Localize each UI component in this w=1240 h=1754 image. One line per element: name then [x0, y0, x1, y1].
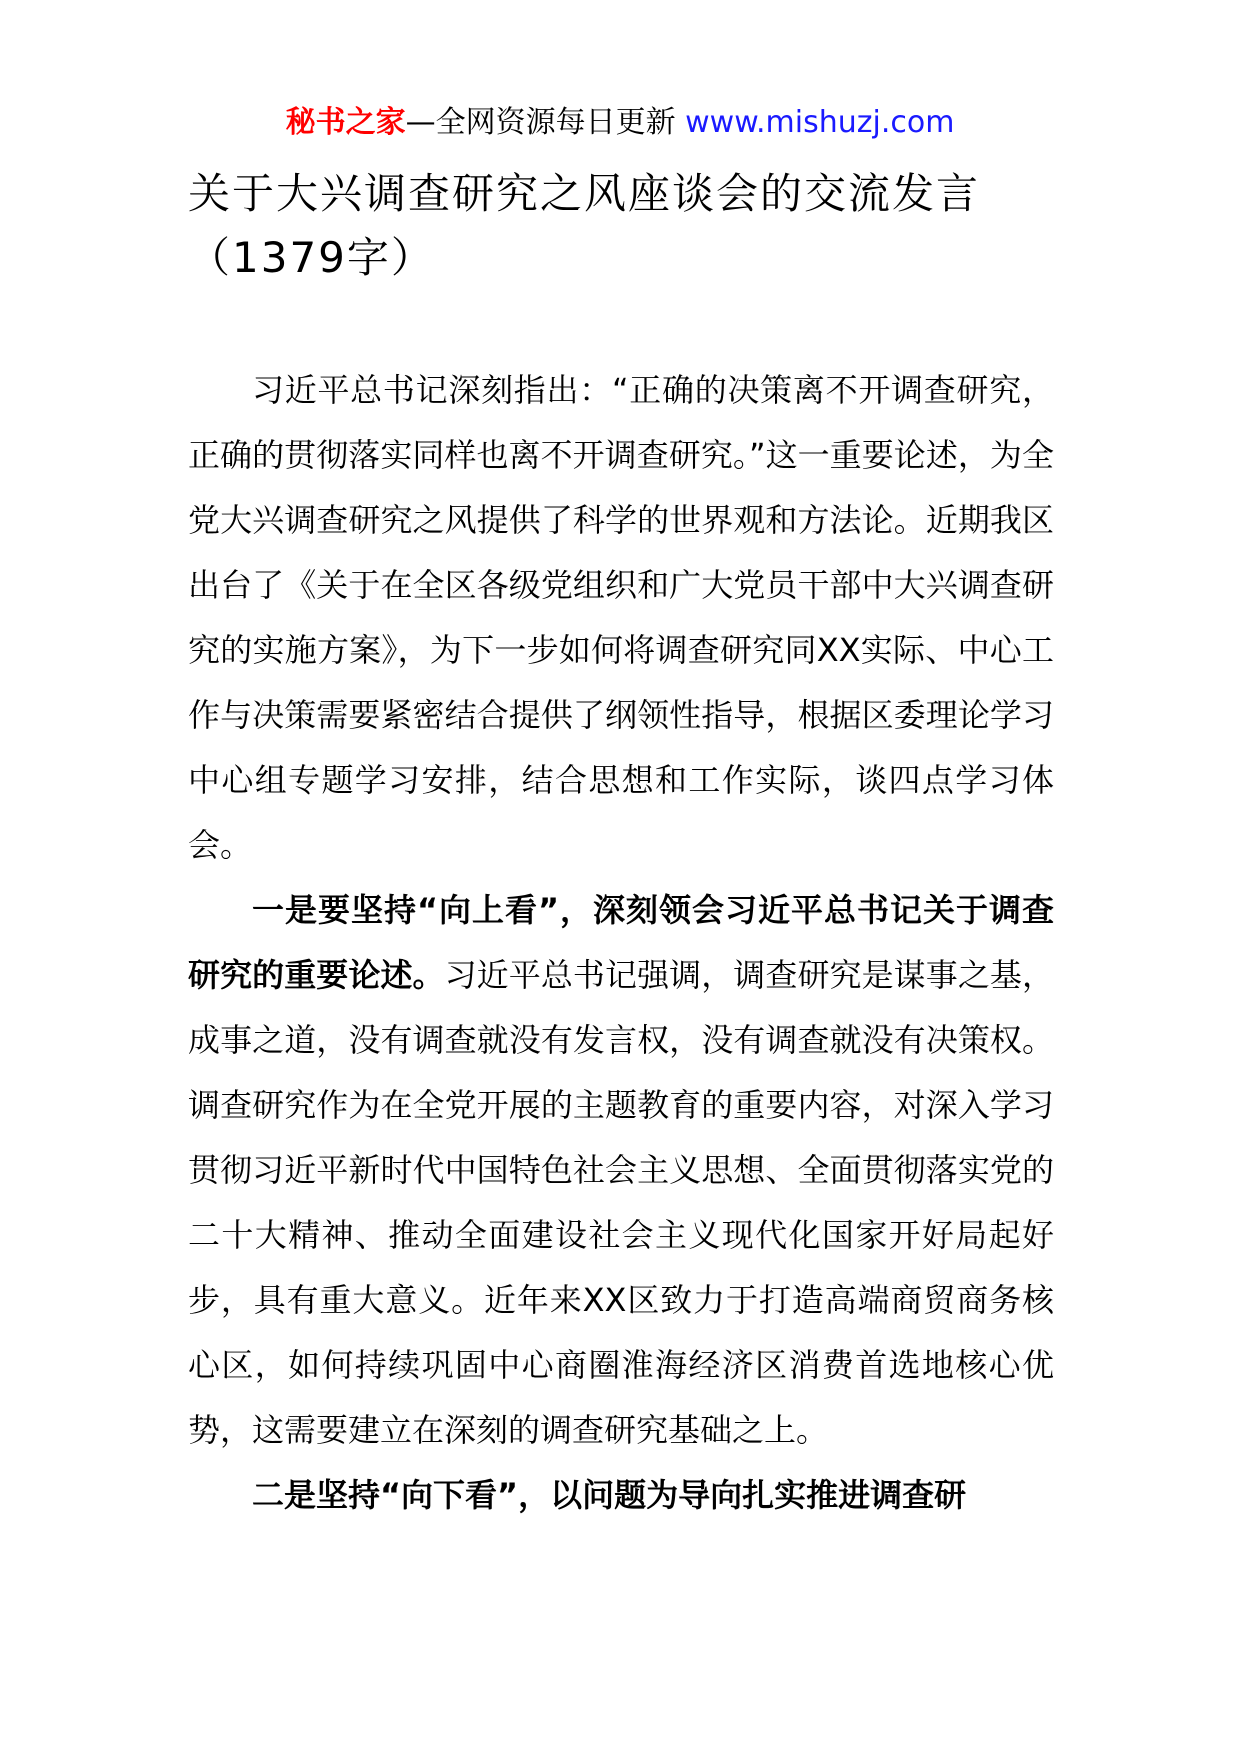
paragraph-point-two — [188, 1463, 1054, 1528]
paragraph-lead: 一是要坚持“向上看”，深刻领会习近平总书记关于调查研究的重要论述。 — [188, 891, 1054, 994]
paragraph-intro — [188, 358, 1054, 878]
paragraph-text: 习近平总书记深刻指出：“正确的决策离不开调查研究，正确的贯彻落实同样也离不开调查研究。”这一重要论述，为全党大兴调查研究之风提供了科学的世界观和方法论。近期我区出台了《关于在全区各级党组织和广大党员干部中大兴调查研究的实施方案》，为下一步如何将调查研究同XX实际、中心工作与决策需要紧密结合提供了纲领性指导，根据区委理论学习中心组专题学习安排，结合思想和工作实际，谈四点学习体会。 — [188, 371, 1054, 864]
paragraph-point-one — [188, 878, 1054, 1463]
site-tagline: —全网资源每日更新 — [405, 105, 686, 140]
site-brand: 秘书之家 — [285, 105, 406, 140]
site-url[interactable]: www.mishuzj.com — [685, 105, 955, 140]
paragraph-lead: 二是坚持“向下看”，以问题为导向扎实推进调查研 — [252, 1476, 967, 1514]
paragraph-text: 习近平总书记强调，调查研究是谋事之基，成事之道，没有调查就没有发言权，没有调查就没有决策权。调查研究作为在全党开展的主题教育的重要内容，对深入学习贯彻习近平新时代中国特色社会主义思想、全面贯彻落实党的二十大精神、推动全面建设社会主义现代化国家开好局起好步，具有重大意义。近年来XX区致力于打造高端商贸商务核心区，如何持续巩固中心商圈淮海经济区消费首选地核心优势，这需要建立在深刻的调查研究基础之上。 — [188, 956, 1054, 1449]
document-title: 关于大兴调查研究之风座谈会的交流发言（1379字） — [188, 169, 981, 282]
document-body — [188, 358, 1054, 1528]
site-header — [0, 101, 1240, 145]
